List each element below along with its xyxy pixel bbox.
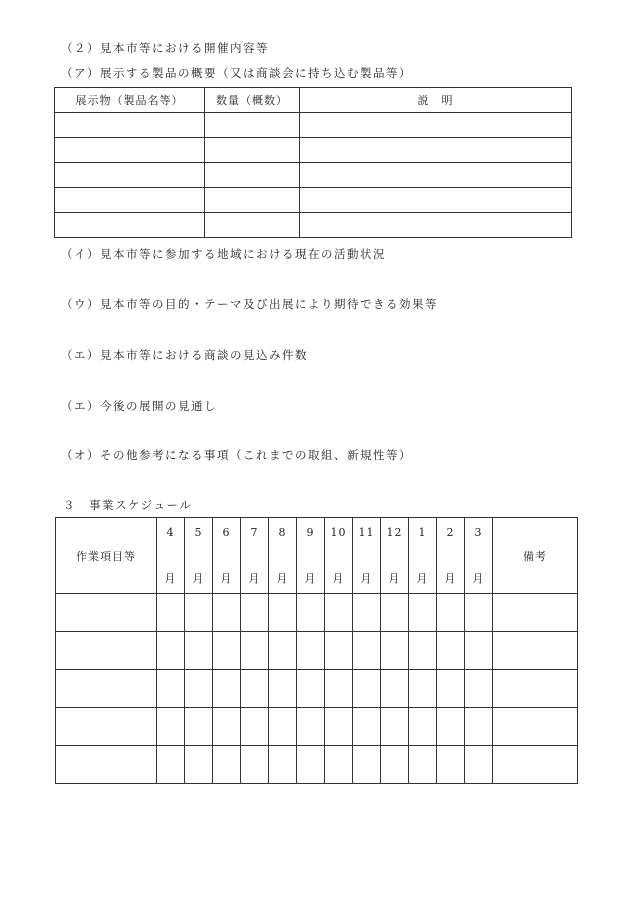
schedule-table-cell[interactable] (297, 594, 325, 632)
schedule-table-cell[interactable] (465, 708, 493, 746)
schedule-table-cell[interactable] (353, 708, 381, 746)
product-table-row (55, 188, 572, 213)
month-unit: 月 (472, 571, 485, 585)
schedule-table-cell[interactable] (157, 708, 185, 746)
month-unit: 月 (220, 571, 233, 585)
product-table-cell[interactable] (55, 138, 205, 163)
schedule-table-cell[interactable] (409, 746, 437, 784)
month-number: 1 (418, 525, 427, 539)
col-remarks: 備考 (493, 518, 578, 594)
schedule-table-cell[interactable] (325, 632, 353, 670)
schedule-table-cell[interactable] (353, 594, 381, 632)
schedule-table-cell[interactable] (297, 746, 325, 784)
col-month (157, 518, 185, 594)
schedule-table-cell[interactable] (465, 594, 493, 632)
schedule-table-cell[interactable] (185, 632, 213, 670)
schedule-table-row (56, 594, 578, 632)
product-table-cell[interactable] (55, 163, 205, 188)
schedule-table-cell[interactable] (409, 670, 437, 708)
month-unit: 月 (416, 571, 429, 585)
schedule-table-cell[interactable] (381, 594, 409, 632)
month-number: 5 (194, 525, 203, 539)
col-month (213, 518, 241, 594)
schedule-table-cell[interactable] (185, 670, 213, 708)
schedule-table-row (56, 746, 578, 784)
schedule-table-cell[interactable] (185, 746, 213, 784)
schedule-table-cell[interactable] (56, 708, 157, 746)
month-number: 8 (278, 525, 287, 539)
product-table-cell[interactable] (300, 163, 572, 188)
col-task: 作業項目等 (56, 518, 157, 594)
schedule-table-cell[interactable] (241, 670, 269, 708)
product-table-cell[interactable] (55, 188, 205, 213)
month-number: 4 (166, 525, 175, 539)
schedule-table-cell[interactable] (297, 670, 325, 708)
product-table-cell[interactable] (55, 213, 205, 238)
schedule-table-cell[interactable] (437, 708, 465, 746)
schedule-table-cell[interactable] (213, 670, 241, 708)
heading-u: （ウ）見本市等の目的・テーマ及び出展により期待できる効果等 (61, 297, 438, 311)
product-table-cell[interactable] (300, 138, 572, 163)
schedule-table-row (56, 708, 578, 746)
heading-2: （２）見本市等における開催内容等 (61, 41, 269, 55)
schedule-table-cell[interactable] (157, 670, 185, 708)
heading-e1: （エ）見本市等における商談の見込み件数 (61, 348, 308, 362)
product-table-cell[interactable] (300, 113, 572, 138)
month-unit: 月 (304, 571, 317, 585)
schedule-table-cell[interactable] (381, 632, 409, 670)
heading-e2: （エ）今後の展開の見通し (61, 399, 217, 413)
product-table-cell[interactable] (205, 138, 300, 163)
schedule-table-cell[interactable] (409, 594, 437, 632)
month-number: 3 (474, 525, 483, 539)
month-unit: 月 (444, 571, 457, 585)
schedule-table-cell[interactable] (157, 594, 185, 632)
product-table-cell[interactable] (205, 113, 300, 138)
heading-i: （イ）見本市等に参加する地域における現在の活動状況 (61, 247, 386, 261)
product-table-row (55, 113, 572, 138)
schedule-table-cell[interactable] (493, 670, 578, 708)
schedule-table-cell[interactable] (56, 594, 157, 632)
schedule-table-cell[interactable] (325, 594, 353, 632)
schedule-table-cell[interactable] (56, 746, 157, 784)
schedule-table-cell[interactable] (157, 746, 185, 784)
schedule-table-header (56, 518, 578, 594)
col-month (241, 518, 269, 594)
product-table-cell[interactable] (205, 163, 300, 188)
schedule-table-cell[interactable] (269, 746, 297, 784)
schedule-table-cell[interactable] (297, 632, 325, 670)
col-exhibit: 展示物（製品名等） (55, 88, 205, 113)
schedule-table-cell[interactable] (185, 594, 213, 632)
schedule-table-cell[interactable] (493, 632, 578, 670)
product-table (54, 87, 572, 238)
schedule-table-cell[interactable] (437, 670, 465, 708)
month-number: 11 (358, 525, 375, 539)
schedule-table-cell[interactable] (437, 632, 465, 670)
product-table-cell[interactable] (300, 213, 572, 238)
schedule-table-cell[interactable] (493, 708, 578, 746)
schedule-table-cell[interactable] (213, 594, 241, 632)
product-table-cell[interactable] (205, 188, 300, 213)
schedule-table-cell[interactable] (56, 670, 157, 708)
schedule-table-cell[interactable] (241, 708, 269, 746)
section-3-title: ３ 事業スケジュール (63, 498, 193, 512)
schedule-table-cell[interactable] (409, 632, 437, 670)
heading-a: （ア）展示する製品の概要（又は商談会に持ち込む製品等） (61, 66, 412, 80)
schedule-table-cell[interactable] (493, 594, 578, 632)
schedule-table-cell[interactable] (241, 746, 269, 784)
schedule-table-cell[interactable] (213, 632, 241, 670)
schedule-table-cell[interactable] (325, 670, 353, 708)
month-unit: 月 (332, 571, 345, 585)
month-unit: 月 (164, 571, 177, 585)
schedule-table-cell[interactable] (437, 746, 465, 784)
schedule-table-cell[interactable] (493, 746, 578, 784)
col-month (465, 518, 493, 594)
month-unit: 月 (248, 571, 261, 585)
month-number: 2 (446, 525, 455, 539)
schedule-table-cell[interactable] (465, 632, 493, 670)
schedule-table-cell[interactable] (269, 708, 297, 746)
col-month (437, 518, 465, 594)
col-month (381, 518, 409, 594)
product-table-cell[interactable] (300, 188, 572, 213)
month-number: 12 (386, 525, 403, 539)
col-month (409, 518, 437, 594)
schedule-table-cell[interactable] (353, 670, 381, 708)
schedule-table-cell[interactable] (465, 670, 493, 708)
product-table-row (55, 213, 572, 238)
schedule-table-cell[interactable] (325, 708, 353, 746)
col-month (269, 518, 297, 594)
schedule-table-cell[interactable] (56, 632, 157, 670)
month-number: 7 (250, 525, 259, 539)
schedule-table-cell[interactable] (241, 594, 269, 632)
schedule-table-cell[interactable] (269, 670, 297, 708)
product-table-cell[interactable] (55, 113, 205, 138)
schedule-table-cell[interactable] (213, 746, 241, 784)
schedule-table-cell[interactable] (381, 746, 409, 784)
schedule-table-row (56, 670, 578, 708)
schedule-table-cell[interactable] (157, 632, 185, 670)
col-month (325, 518, 353, 594)
month-number: 10 (330, 525, 347, 539)
schedule-table-cell[interactable] (465, 746, 493, 784)
product-table-row (55, 138, 572, 163)
col-month (353, 518, 381, 594)
product-table-cell[interactable] (205, 213, 300, 238)
month-number: 6 (222, 525, 231, 539)
product-table-header (55, 88, 572, 113)
schedule-table-cell[interactable] (185, 708, 213, 746)
col-quantity: 数量（概数） (205, 88, 300, 113)
month-unit: 月 (360, 571, 373, 585)
product-table-row (55, 163, 572, 188)
schedule-table-cell[interactable] (353, 632, 381, 670)
month-unit: 月 (276, 571, 289, 585)
schedule-table-cell[interactable] (297, 708, 325, 746)
schedule-table-cell[interactable] (381, 670, 409, 708)
schedule-table-cell[interactable] (269, 594, 297, 632)
col-description: 説 明 (300, 88, 572, 113)
schedule-table-cell[interactable] (269, 632, 297, 670)
schedule-table-cell[interactable] (241, 632, 269, 670)
schedule-table-cell[interactable] (409, 708, 437, 746)
heading-o: （オ）その他参考になる事項（これまでの取組、新規性等） (61, 448, 412, 462)
schedule-table-row (56, 632, 578, 670)
month-unit: 月 (192, 571, 205, 585)
schedule-table-cell[interactable] (381, 708, 409, 746)
month-number: 9 (306, 525, 315, 539)
schedule-table-cell[interactable] (353, 746, 381, 784)
month-unit: 月 (388, 571, 401, 585)
schedule-table-cell[interactable] (437, 594, 465, 632)
col-month (297, 518, 325, 594)
schedule-table-cell[interactable] (213, 708, 241, 746)
col-month (185, 518, 213, 594)
schedule-table (55, 517, 578, 784)
schedule-table-cell[interactable] (325, 746, 353, 784)
